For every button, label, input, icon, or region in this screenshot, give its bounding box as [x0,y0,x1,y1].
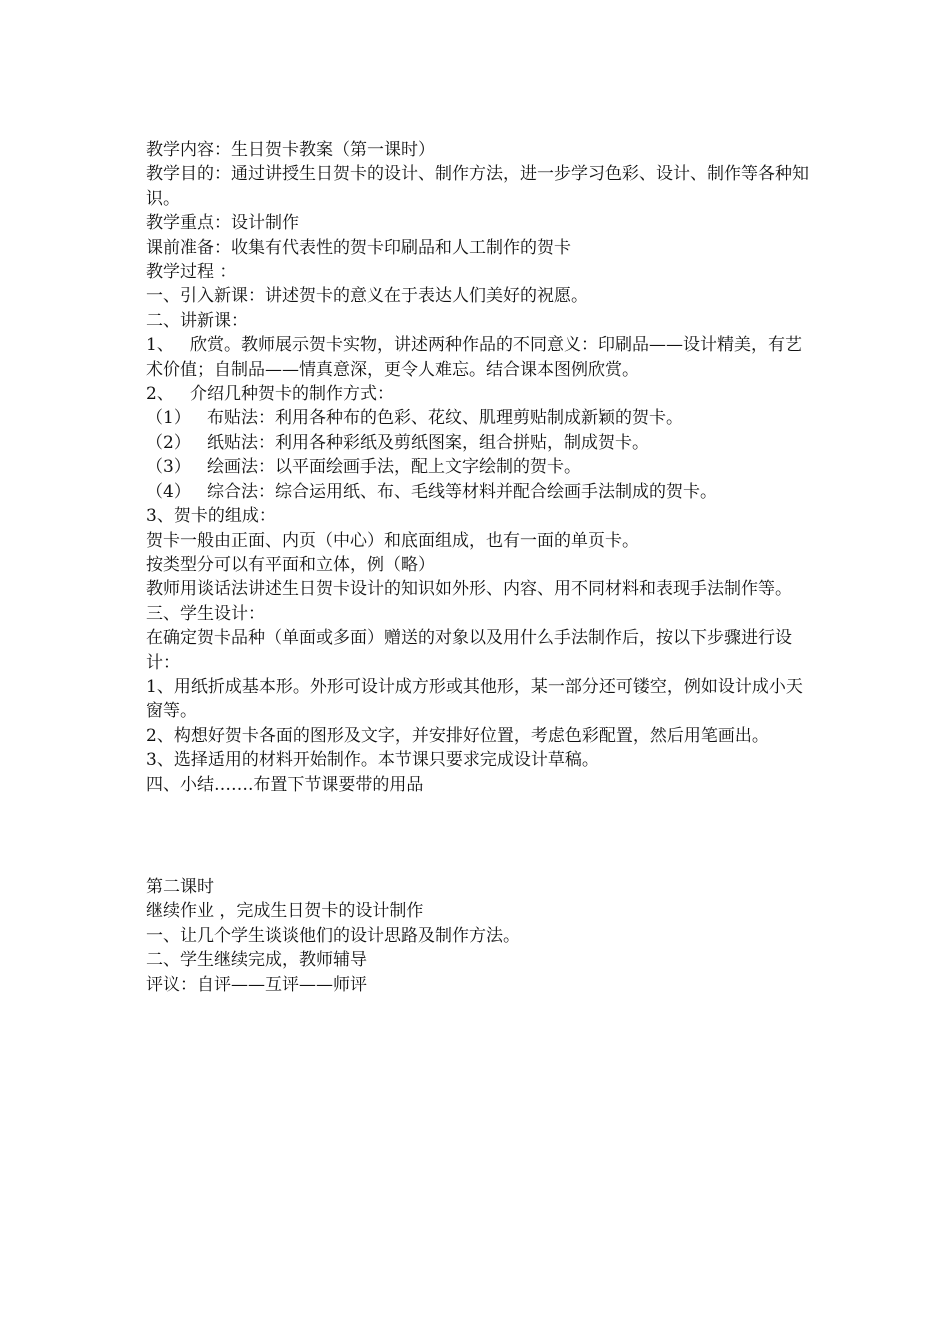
intro-section: 一、引入新课：讲述贺卡的意义在于表达人们美好的祝愿。 [146,286,588,307]
method-painting: （3） 绘画法：以平面绘画手法，配上文字绘制的贺卡。 [146,457,582,478]
design-heading: 三、学生设计： [146,603,265,624]
process-heading: 教学过程 ： [146,262,237,283]
lesson2-title: 第二课时 [146,876,214,897]
composition-heading: 3、贺卡的组成： [146,506,276,527]
lesson2-task: 继续作业 ，完成生日贺卡的设计制作 [146,901,424,922]
lesson2-item-1: 一、让几个学生谈谈他们的设计思路及制作方法。 [146,925,520,946]
composition-text-2: 按类型分可以有平面和立体，例（略） [146,554,435,575]
lesson1-title: 教学内容：生日贺卡教案（第一课时） [146,140,435,160]
method-mixed: （4） 综合法：综合运用纸、布、毛线等材料并配合绘画手法制成的贺卡。 [146,481,718,502]
lesson1-prep: 课前准备：收集有代表性的贺卡印刷品和人工制作的贺卡 [146,237,571,258]
composition-text-1: 贺卡一般由正面、内页（中心）和底面组成，也有一面的单页卡。 [146,530,639,551]
summary-section: 四、小结…….布置下节课要带的用品 [146,774,424,795]
design-step-3: 3、选择适用的材料开始制作。本节课只要求完成设计草稿。 [146,750,599,771]
design-intro: 在确定贺卡品种（单面或多面）赠送的对象以及用什么手法制作后，按以下步骤进行设计： [146,628,792,673]
design-step-1: 1、用纸折成基本形。外形可设计成方形或其他形，某一部分还可镂空，例如设计成小天窗等。 [146,676,803,722]
lesson-plan-document [146,138,816,997]
composition-text-3: 教师用谈话法讲述生日贺卡设计的知识如外形、内容、用不同材料和表现手法制作等。 [146,579,792,600]
method-paper: （2） 纸贴法：利用各种彩纸及剪纸图案，组合拼贴，制成贺卡。 [146,432,650,453]
lesson1-goal: 教学目的：通过讲授生日贺卡的设计、制作方法，进一步学习色彩、设计、制作等各种知识。 [146,164,809,209]
lesson1-focus: 教学重点：设计制作 [146,213,299,234]
lesson2-item-2: 二、学生继续完成，教师辅导 [146,950,367,971]
appreciate-item: 1、 欣赏。教师展示贺卡实物，讲述两种作品的不同意义：印刷品——设计精美，有艺术价值；自制品——情真意深，更令人难忘。结合课本图例欣赏。 [146,335,803,380]
method-cloth: （1） 布贴法：利用各种布的色彩、花纹、肌理剪贴制成新颖的贺卡。 [146,408,684,429]
new-lesson-heading: 二、讲新课： [146,310,248,331]
section-spacer [146,797,816,875]
design-step-2: 2、构想好贺卡各面的图形及文字，并安排好位置，考虑色彩配置，然后用笔画出。 [146,725,769,746]
lesson2-evaluation: 评议：自评——互评——师评 [146,974,367,995]
methods-item: 2、 介绍几种贺卡的制作方式： [146,384,395,405]
